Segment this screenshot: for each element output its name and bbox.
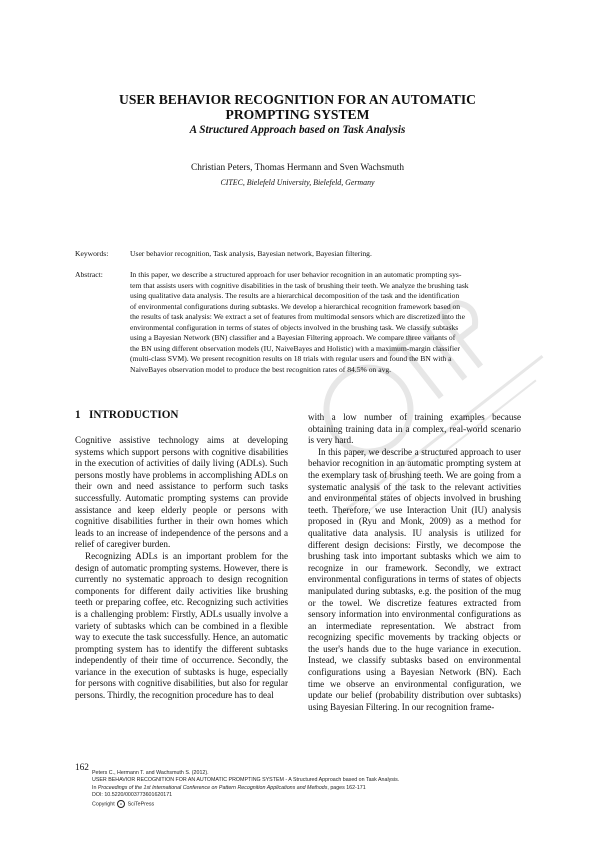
- footer-doi: DOI: 10.5220/0003773601620171: [92, 792, 173, 799]
- paragraph: In this paper, we describe a structured approach to user behavior recognition in an automatic prompting system at the exemplary task of brushing teeth. We are going from a systematic analysis of the task to the relevant activities and environmental states of objects involved in brushing teeth. Therefore, we use Interaction Unit (IU) analysis proposed in (Ryu and Monk, 2009) as a method for qualitative data analysis. IU analysis is utilized for different design decisions: Firstly, we decompose the brushing task into important subtasks which we aim to recognize in our framework. Secondly, we extract environmental configurations in terms of states of objects manipulated during subtasks, e.g. the position of the mug or the towel. We discretize features extracted from sensory information into environmental configurations as an intermediate representation. We abstract from recognizing specific movements by tracking objects or the user's hands due to the huge variance in execution. Instead, we classify subtasks based on environmental configurations using a Bayesian Network (BN). Each time we observe an environmental configuration, we update our belief (probability distribution over subtasks) using Bayesian Filtering. In our recognition frame-: [308, 446, 521, 712]
- copyright-label: Copyright: [92, 801, 115, 808]
- abstract-label: Abstract:: [75, 270, 103, 279]
- footer-citation: Peters C., Hermann T. and Wachsmuth S. (2012).: [92, 770, 209, 776]
- citation-footer: [92, 770, 399, 808]
- page-number: 162: [75, 763, 89, 773]
- footer-pages: , pages 162-171: [327, 784, 366, 791]
- section-heading: [75, 409, 179, 421]
- abstract-text: [130, 270, 520, 375]
- right-column: [308, 412, 521, 713]
- paper-title-line-1: USER BEHAVIOR RECOGNITION FOR AN AUTOMATIC: [119, 92, 476, 107]
- abstract-line: of environmental configurations during subtasks. We develop a hierarchical recognition framework based on: [130, 301, 461, 311]
- footer-proceedings: [92, 785, 399, 792]
- footer-proceedings-name: Proceedings of the 1st International Conference on Pattern Recognition Applications and Methods: [97, 784, 328, 791]
- keywords-text: User behavior recognition, Task analysis, Bayesian network, Bayesian filtering.: [130, 249, 372, 258]
- abstract-line: NaiveBayes observation model to produce the best recognition rates of 84.5% on avg.: [130, 364, 392, 374]
- paper-authors: Christian Peters, Thomas Hermann and Sven Wachsmuth: [191, 163, 404, 173]
- paper-affiliation: CITEC, Bielefeld University, Bielefeld, Germany: [220, 178, 375, 187]
- abstract-line: tem that assists users with cognitive disabilities in the task of brushing their teeth. We analyze the brushing task: [130, 280, 469, 290]
- paragraph: with a low number of training examples because obtaining training data in a complex, real-world scenario is very hard.: [308, 412, 521, 446]
- section-number: 1: [75, 409, 81, 421]
- abstract-line: using qualitative data analysis. The results are a hierarchical decomposition of the task and the identification: [130, 291, 460, 301]
- footer-copyright: [92, 800, 399, 809]
- footer-publisher: SciTePress: [127, 801, 155, 808]
- paper-title-line-2: PROMPTING SYSTEM: [225, 107, 370, 122]
- paragraph: Recognizing ADLs is an important problem for the design of automatic prompting systems. However, there is currently no systematic approach to design recognition components for different daily activities like brushing teeth or preparing coffee, etc. Recognizing such activities is a challenging problem: Firstly, ADLs usually involve a variety of subtasks which can be combined in a flexible way to execute the task successfully. Hence, an automatic prompting system has to identify the different subtasks independently of their time of occurrence. Secondly, the variance in the execution of subtasks is huge, especially for persons with cognitive disabilities, but also for regular persons. Thirdly, the recognition procedure has to deal: [75, 550, 288, 701]
- footer-proceedings-prefix: In: [92, 784, 98, 791]
- paper-title: [60, 92, 535, 122]
- abstract-line: (multi-class SVM). We present recognition results on 18 trials with regular users and found the BN with a: [130, 354, 452, 364]
- keywords-label: Keywords:: [75, 249, 109, 258]
- abstract-line: In this paper, we describe a structured approach for user behavior recognition in an automatic prompting sys-: [130, 270, 462, 279]
- abstract-line: the BN using different observation models (IU, NaiveBayes and Holistic) with a maximum-margin classifier: [130, 343, 460, 353]
- abstract-line: the results of task analysis: We extract a set of features from multimodal sensors which are discretized into the: [130, 312, 465, 322]
- paper-subtitle: A Structured Approach based on Task Analysis: [189, 124, 406, 136]
- abstract-line: environmental configuration in terms of states of objects involved in the brushing task. We classify subtasks: [130, 322, 459, 332]
- left-column: [75, 435, 288, 702]
- copyright-icon: c: [117, 800, 125, 808]
- footer-title: USER BEHAVIOR RECOGNITION FOR AN AUTOMATIC PROMPTING SYSTEM - A Structured Approach based on Task Analysis.: [92, 777, 400, 784]
- section-title: INTRODUCTION: [88, 409, 179, 421]
- abstract-line: using a Bayesian Network (BN) classifier and a Bayesian Filtering approach. We compare three variants of: [130, 333, 456, 343]
- paragraph: Cognitive assistive technology aims at developing systems which support persons with cognitive disabilities in the execution of activities of daily living (ADLs). Such persons mostly have problems in accomplishing ADLs on their own and need assistance to perform such tasks successfully. Automatic prompting systems can provide assistance and keep elderly people or persons with cognitive disabilities further in their own homes which leads to an increase of independence of the persons and a relief of caregiver burden.: [75, 435, 288, 550]
